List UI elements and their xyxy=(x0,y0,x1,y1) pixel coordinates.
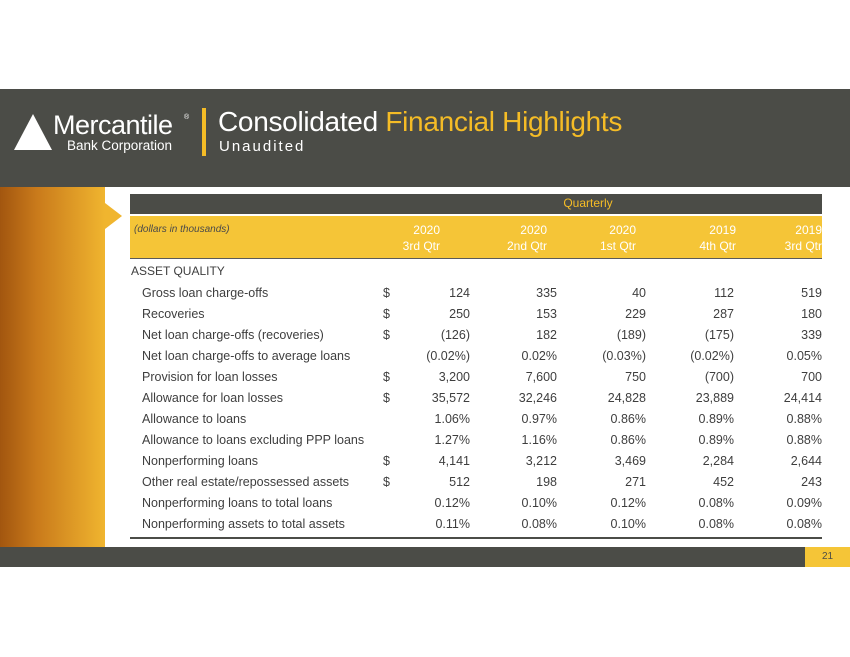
column-header xyxy=(556,222,636,254)
table-cell: 0.12% xyxy=(610,496,646,510)
table-cell: (0.02%) xyxy=(426,349,470,363)
table-row xyxy=(130,472,822,493)
table-row xyxy=(130,367,822,388)
table-cell: 153 xyxy=(536,307,557,321)
table-cell: 2,644 xyxy=(790,454,822,468)
table-cell: 0.05% xyxy=(786,349,822,363)
table-cell: 23,889 xyxy=(695,391,734,405)
table-cell: 32,246 xyxy=(518,391,557,405)
row-label: Net loan charge-offs (recoveries) xyxy=(142,328,324,342)
table-cell: 182 xyxy=(536,328,557,342)
dollar-sign: $ xyxy=(383,286,390,300)
table-cell: (700) xyxy=(704,370,734,384)
table-cell: 0.08% xyxy=(786,517,822,531)
table-cell: 0.10% xyxy=(610,517,646,531)
side-decoration-bar xyxy=(0,187,105,547)
table-cell: 519 xyxy=(801,286,822,300)
table-cell: 750 xyxy=(625,370,646,384)
table-cell: 339 xyxy=(801,328,822,342)
table-cell: 250 xyxy=(449,307,470,321)
column-quarter: 3rd Qtr xyxy=(402,239,440,253)
table-cell: (0.03%) xyxy=(602,349,646,363)
column-header xyxy=(467,222,547,254)
page-number: 21 xyxy=(821,551,834,562)
dollar-sign: $ xyxy=(383,454,390,468)
logo-name: Mercantile xyxy=(53,110,173,140)
table-cell: 112 xyxy=(714,286,734,300)
page-title xyxy=(218,106,622,138)
table-cell: 243 xyxy=(801,475,822,489)
table-cell: 124 xyxy=(449,286,470,300)
table-bottom-rule xyxy=(130,537,822,539)
column-year: 2020 xyxy=(609,223,636,237)
table-cell: 229 xyxy=(625,307,646,321)
table-row xyxy=(130,514,822,535)
column-header xyxy=(656,222,736,254)
column-quarter: 2nd Qtr xyxy=(506,239,547,253)
table-cell: 0.08% xyxy=(698,496,734,510)
table-cell: 1.16% xyxy=(521,433,557,447)
table-cell: 0.09% xyxy=(786,496,822,510)
table-row xyxy=(130,346,822,367)
row-label: Nonperforming assets to total assets xyxy=(142,517,345,531)
row-label: Allowance to loans xyxy=(142,412,247,426)
page-subtitle: Unaudited xyxy=(219,138,306,155)
logo-triangle-icon xyxy=(14,114,52,150)
column-year: 2020 xyxy=(413,223,440,237)
section-label: ASSET QUALITY xyxy=(131,264,225,278)
quarterly-label: Quarterly xyxy=(563,196,613,210)
table-cell: 0.02% xyxy=(521,349,557,363)
table-cell: 0.88% xyxy=(786,433,822,447)
table-row xyxy=(130,325,822,346)
row-label: Gross loan charge-offs xyxy=(142,286,269,300)
table-cell: 700 xyxy=(801,370,822,384)
table-cell: 1.27% xyxy=(434,433,470,447)
column-year: 2020 xyxy=(520,223,547,237)
table-cell: 4,141 xyxy=(438,454,470,468)
row-label: Nonperforming loans xyxy=(142,454,259,468)
table-row xyxy=(130,283,822,304)
column-header xyxy=(360,222,440,254)
table-cell: (0.02%) xyxy=(690,349,734,363)
table-cell: 335 xyxy=(536,286,557,300)
table-cell: 198 xyxy=(536,475,557,489)
dollar-sign: $ xyxy=(383,307,390,321)
table-cell: (126) xyxy=(440,328,470,342)
dollar-sign: $ xyxy=(383,475,390,489)
table-row xyxy=(130,409,822,430)
logo-divider xyxy=(202,108,206,156)
table-cell: 0.12% xyxy=(434,496,470,510)
table-cell: 271 xyxy=(625,475,646,489)
row-label: Allowance to loans excluding PPP loans xyxy=(142,433,365,447)
column-year: 2019 xyxy=(795,223,822,237)
table-cell: 512 xyxy=(449,475,470,489)
table-cell: 452 xyxy=(713,475,734,489)
table-cell: 40 xyxy=(632,286,646,300)
table-cell: 24,828 xyxy=(607,391,646,405)
column-header xyxy=(742,222,822,254)
logo-subname: Bank Corporation xyxy=(67,138,173,153)
dollar-sign: $ xyxy=(383,328,390,342)
table-cell: 287 xyxy=(713,307,734,321)
table-cell: 0.86% xyxy=(610,433,646,447)
column-quarter: 4th Qtr xyxy=(699,239,736,253)
table-cell: 0.89% xyxy=(698,433,734,447)
logo-registered-mark: ® xyxy=(184,114,190,121)
table-cell: 0.88% xyxy=(786,412,822,426)
table-row xyxy=(130,304,822,325)
table-row xyxy=(130,451,822,472)
table-cell: 0.10% xyxy=(521,496,557,510)
table-cell: 0.08% xyxy=(521,517,557,531)
table-row xyxy=(130,493,822,514)
table-cell: 2,284 xyxy=(702,454,734,468)
table-cell: (189) xyxy=(616,328,646,342)
row-label: Net loan charge-offs to average loans xyxy=(142,349,351,363)
units-label: (dollars in thousands) xyxy=(134,224,230,235)
table-cell: 35,572 xyxy=(431,391,470,405)
table-cell: 24,414 xyxy=(783,391,822,405)
table-row xyxy=(130,430,822,451)
row-label: Provision for loan losses xyxy=(142,370,278,384)
title-accent: Financial Highlights xyxy=(385,106,623,137)
column-quarter: 1st Qtr xyxy=(599,239,636,253)
footer-band xyxy=(0,547,850,567)
table-cell: 0.08% xyxy=(698,517,734,531)
row-label: Other real estate/repossessed assets xyxy=(142,475,350,489)
table-cell: 0.97% xyxy=(521,412,557,426)
table-cell: 0.11% xyxy=(435,517,470,531)
column-year: 2019 xyxy=(709,223,736,237)
table-cell: 7,600 xyxy=(525,370,557,384)
table-cell: 1.06% xyxy=(434,412,470,426)
table-cell: 3,212 xyxy=(525,454,557,468)
side-notch-arrow xyxy=(105,203,122,229)
column-quarter: 3rd Qtr xyxy=(784,239,822,253)
row-label: Recoveries xyxy=(142,307,205,321)
table-cell: (175) xyxy=(704,328,734,342)
table-cell: 180 xyxy=(801,307,822,321)
title-main: Consolidated xyxy=(218,106,386,137)
table-cell: 0.89% xyxy=(698,412,734,426)
table-cell: 0.86% xyxy=(610,412,646,426)
row-label: Allowance for loan losses xyxy=(142,391,284,405)
table-row xyxy=(130,388,822,409)
table-cell: 3,200 xyxy=(438,370,470,384)
row-label: Nonperforming loans to total loans xyxy=(142,496,333,510)
dollar-sign: $ xyxy=(383,391,390,405)
column-header-rule xyxy=(130,258,822,259)
dollar-sign: $ xyxy=(383,370,390,384)
table-cell: 3,469 xyxy=(614,454,646,468)
